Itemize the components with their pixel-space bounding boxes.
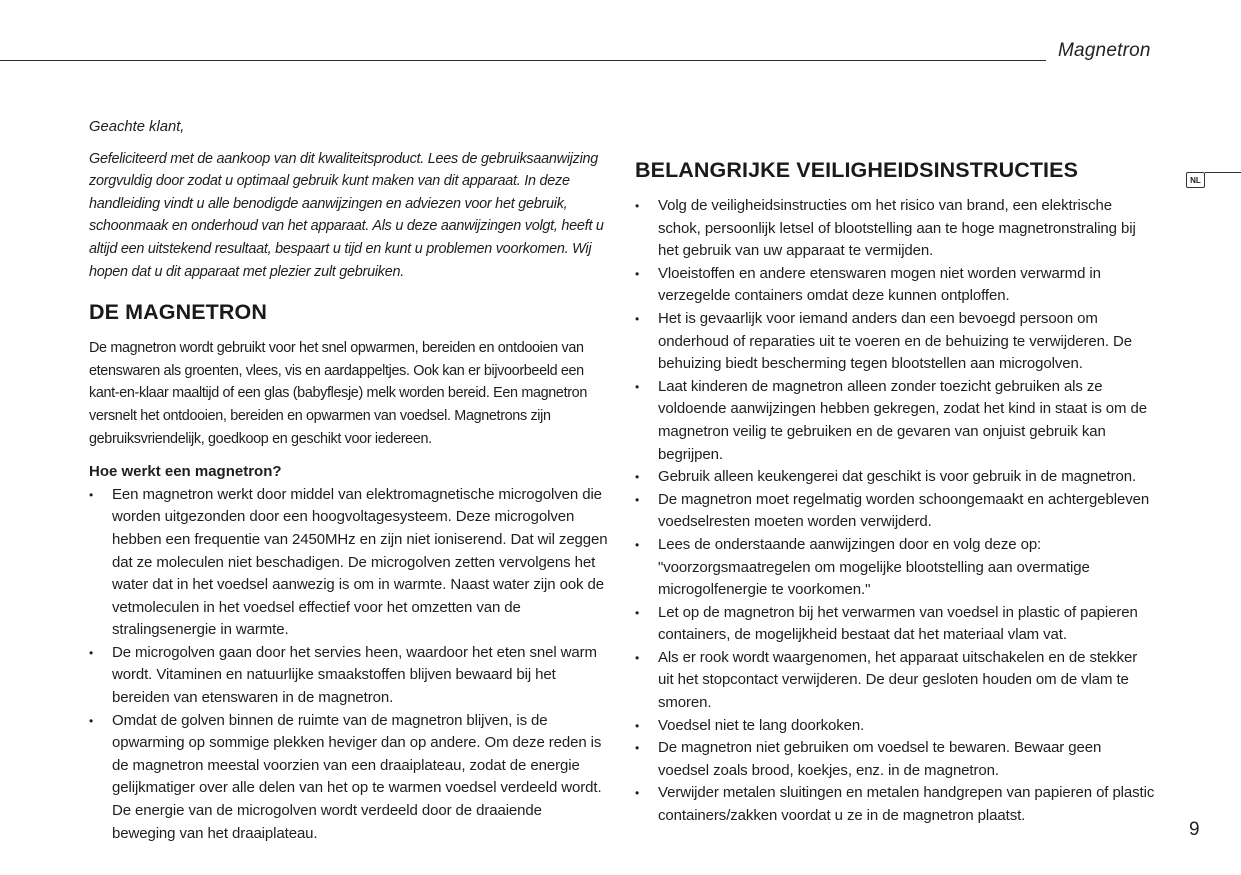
list-item: • Een magnetron werkt door middel van elektromagnetische microgolven die worden uitgezonden door een hoogvoltagesysteem. Deze microgolven hebben een frequentie van 2450MHz en zijn niet ioniserend. Dat wil zeggen dat ze moleculen niet beschadigen. De microgolven zetten vervolgens het water dat in het voedsel aanwezig is om in warmte. Naast water zijn ook de vetmoleculen in het voedsel effectief voor het omzetten van de stralingsenergie in warmte. [89,484,609,642]
header-rule [0,60,1046,61]
list-item: • De microgolven gaan door het servies heen, waardoor het eten snel warm wordt. Vitaminen en natuurlijke smaakstoffen blijven bewaard bij het bereiden van etenswaren in de magnetron. [89,642,609,710]
language-rule [1205,172,1241,173]
subheading-how-it-works: Hoe werkt een magnetron? [89,463,282,481]
list-item: • Het is gevaarlijk voor iemand anders dan een bevoegd persoon om onderhoud of reparaties uit te voeren en de behuizing te verwijderen. De behuizing biedt bescherming tegen blootstellen aan microgolven. [635,308,1155,376]
language-badge: NL [1186,172,1205,188]
section-heading-magnetron: DE MAGNETRON [89,300,267,325]
list-item: • Lees de onderstaande aanwijzingen door en volg deze op: "voorzorgsmaatregelen om mogelijke blootstelling aan overmatige microgolfenergie te voorkomen." [635,534,1155,602]
header-title: Magnetron [1058,40,1151,61]
list-item: • Als er rook wordt waargenomen, het apparaat uitschakelen en de stekker uit het stopcontact verwijderen. De deur gesloten houden om de vlam te smoren. [635,647,1155,715]
list-item: • Laat kinderen de magnetron alleen zonder toezicht gebruiken als ze voldoende aanwijzingen hebben gekregen, zodat het kind in staat is om de magnetron veilig te gebruiken en de gevaren van onjuist gebruik kan begrijpen. [635,376,1155,466]
list-item: • Gebruik alleen keukengerei dat geschikt is voor gebruik in de magnetron. [635,466,1155,489]
left-column [89,116,609,845]
page-number: 9 [1189,819,1200,840]
section-heading-safety: BELANGRIJKE VEILIGHEIDSINSTRUCTIES [635,158,1079,182]
safety-instructions-list [635,195,1155,828]
list-item: • Omdat de golven binnen de ruimte van de magnetron blijven, is de opwarming op sommige plekken heviger dan op andere. Om deze reden is de magnetron meestal voorzien van een draaiplateau, zodat de energie gelijkmatiger over alle delen van het op te warmen voedsel verdeeld wordt. De energie van de microgolven wordt verdeeld door de draaiende beweging van het draaiplateau. [89,710,609,846]
list-item: • Volg de veiligheidsinstructies om het risico van brand, een elektrische schok, persoonlijk letsel of blootstelling aan te hoge magnetronstraling bij het gebruik van uw apparaat te vermijden. [635,195,1155,263]
greeting: Geachte klant, [89,119,185,135]
section-paragraph: De magnetron wordt gebruikt voor het snel opwarmen, bereiden en ontdooien van etenswaren als groenten, vlees, vis en aardappeltjes. Ook kan er bijvoorbeeld een kant-en-klaar maaltijd of een glas (babyflesje) melk worden bereid. Een magnetron versnelt het ontdooien, bereiden en opwarmen van voedsel. Magnetrons zijn gebruiksvriendelijk, goedkoop en geschikt voor iedereen. [89,340,587,447]
list-item: • Verwijder metalen sluitingen en metalen handgrepen van papieren of plastic containers/zakken voordat u ze in de magnetron plaatst. [635,782,1155,827]
right-column [635,155,1155,828]
list-item: • Vloeistoffen en andere etenswaren mogen niet worden verwarmd in verzegelde containers omdat deze kunnen ontploffen. [635,263,1155,308]
list-item: • De magnetron niet gebruiken om voedsel te bewaren. Bewaar geen voedsel zoals brood, koekjes, enz. in de magnetron. [635,737,1155,782]
list-item: • Voedsel niet te lang doorkoken. [635,715,1155,738]
list-item: • Let op de magnetron bij het verwarmen van voedsel in plastic of papieren containers, de mogelijkheid bestaat dat het materiaal vlam vat. [635,602,1155,647]
how-it-works-list [89,484,609,846]
list-item: • De magnetron moet regelmatig worden schoongemaakt en achtergebleven voedselresten moeten worden verwijderd. [635,489,1155,534]
intro-paragraph: Gefeliciteerd met de aankoop van dit kwaliteitsproduct. Lees de gebruiksaanwijzing zorgvuldig door zodat u optimaal gebruik kunt maken van dit apparaat. In deze handleiding vindt u alle benodigde aanwijzingen en adviezen voor het gebruik, schoonmaak en onderhoud van het apparaat. Als u deze aanwijzingen volgt, heeft u altijd een uitstekend resultaat, bespaart u tijd en kunt u problemen voorkomen. Wij hopen dat u dit apparaat met plezier zult gebruiken. [89,150,604,280]
